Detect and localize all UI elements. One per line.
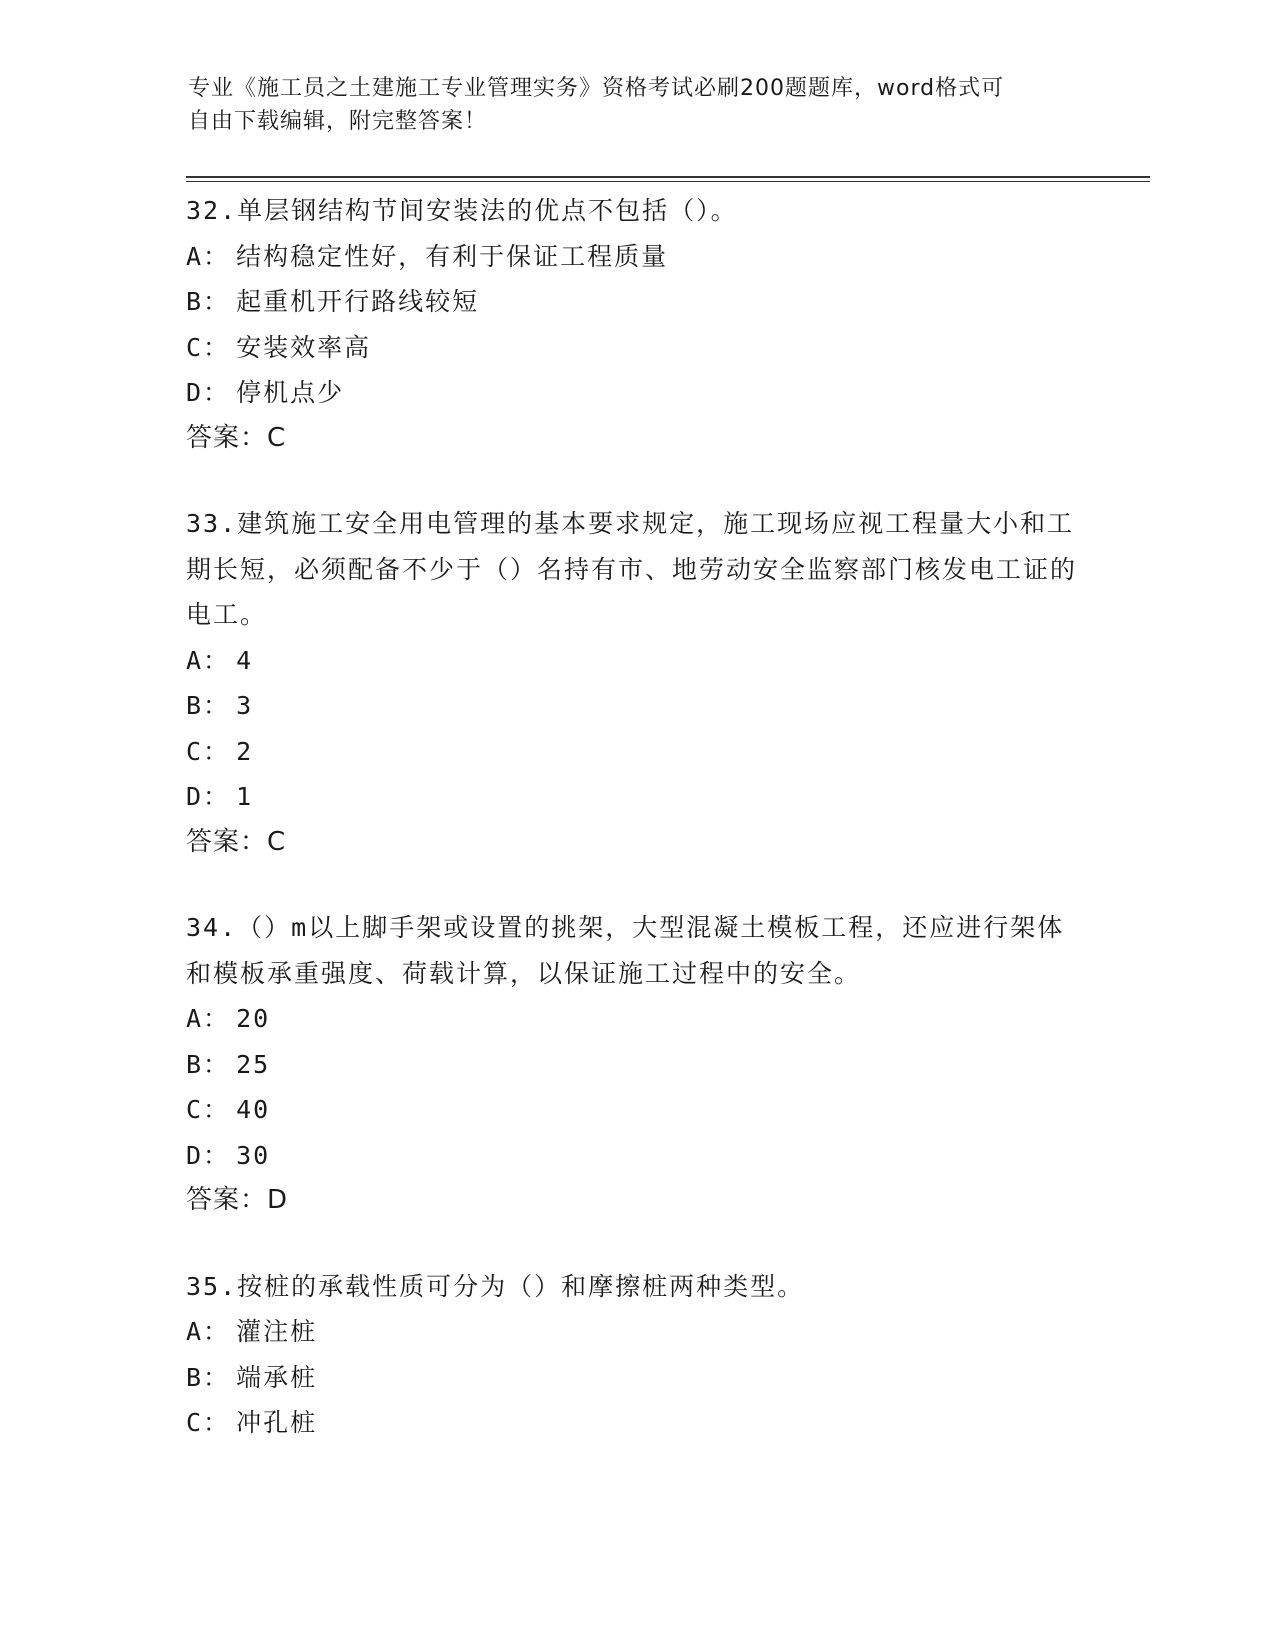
option-d xyxy=(186,1133,1086,1179)
option-key: C： xyxy=(186,1095,231,1124)
option-text: 起重机开行路线较短 xyxy=(236,287,480,316)
option-key: A： xyxy=(186,241,231,271)
header-divider-thick xyxy=(186,176,1150,178)
question-stem: 34.（）m以上脚手架或设置的挑架，大型混凝土模板工程，还应进行架体和模板承重强度、荷载计算，以保证施工过程中的安全。 xyxy=(186,913,1065,988)
header-line-1: 专业《施工员之土建施工专业管理实务》资格考试必刷200题题库，word格式可 xyxy=(188,76,1005,101)
option-key: B： xyxy=(186,1362,231,1392)
header-divider-thin xyxy=(186,181,1150,182)
option-a xyxy=(186,1309,1086,1355)
question-stem: 32.单层钢结构节间安装法的优点不包括（）。 xyxy=(186,196,738,225)
option-text: 安装效率高 xyxy=(236,332,372,362)
question-stem: 33.建筑施工安全用电管理的基本要求规定，施工现场应视工程量大小和工期长短，必须配备不少于（）名持有市、地劳动安全监察部门核发电工证的电工。 xyxy=(186,509,1078,629)
option-text: 停机点少 xyxy=(236,378,345,407)
option-text: 4 xyxy=(236,645,254,675)
option-key: B： xyxy=(186,287,231,316)
document-header xyxy=(188,72,1088,138)
option-key: D： xyxy=(186,378,231,407)
option-c xyxy=(186,729,1086,775)
option-text: 灌注桩 xyxy=(236,1317,318,1346)
option-key: B： xyxy=(186,1049,231,1079)
option-text: 结构稳定性好，有利于保证工程质量 xyxy=(236,241,669,271)
option-text: 2 xyxy=(236,736,254,766)
question-32 xyxy=(186,188,1086,461)
option-b xyxy=(186,1042,1086,1088)
option-key: A： xyxy=(186,1004,231,1033)
option-b xyxy=(186,279,1086,325)
option-c xyxy=(186,325,1086,371)
option-key: A： xyxy=(186,1317,231,1346)
option-key: B： xyxy=(186,691,231,720)
option-b xyxy=(186,1355,1086,1401)
question-stem: 35.按桩的承载性质可分为（）和摩擦桩两种类型。 xyxy=(186,1271,805,1301)
option-key: D： xyxy=(186,782,231,811)
option-c xyxy=(186,1087,1086,1133)
option-key: A： xyxy=(186,645,231,675)
option-text: 40 xyxy=(236,1095,271,1124)
option-b xyxy=(186,683,1086,729)
answer-line: 答案：C xyxy=(186,422,287,453)
option-c xyxy=(186,1400,1086,1446)
answer-line: 答案：C xyxy=(186,826,287,857)
option-d xyxy=(186,774,1086,820)
option-text: 3 xyxy=(236,691,254,720)
question-35 xyxy=(186,1264,1086,1446)
option-text: 冲孔桩 xyxy=(236,1408,318,1437)
option-text: 20 xyxy=(236,1004,271,1033)
option-key: C： xyxy=(186,1408,231,1437)
question-34 xyxy=(186,905,1086,1224)
option-a xyxy=(186,234,1086,280)
question-33 xyxy=(186,501,1086,865)
option-a xyxy=(186,996,1086,1042)
option-text: 30 xyxy=(236,1140,271,1170)
option-text: 端承桩 xyxy=(236,1362,318,1392)
option-key: C： xyxy=(186,332,231,362)
header-line-2: 自由下载编辑，附完整答案！ xyxy=(188,109,488,134)
option-d xyxy=(186,370,1086,416)
answer-line: 答案：D xyxy=(186,1185,289,1215)
option-key: C： xyxy=(186,736,231,766)
option-text: 1 xyxy=(236,782,254,811)
option-a xyxy=(186,638,1086,684)
option-text: 25 xyxy=(236,1049,271,1079)
question-list xyxy=(186,188,1086,1486)
option-key: D： xyxy=(186,1140,231,1170)
